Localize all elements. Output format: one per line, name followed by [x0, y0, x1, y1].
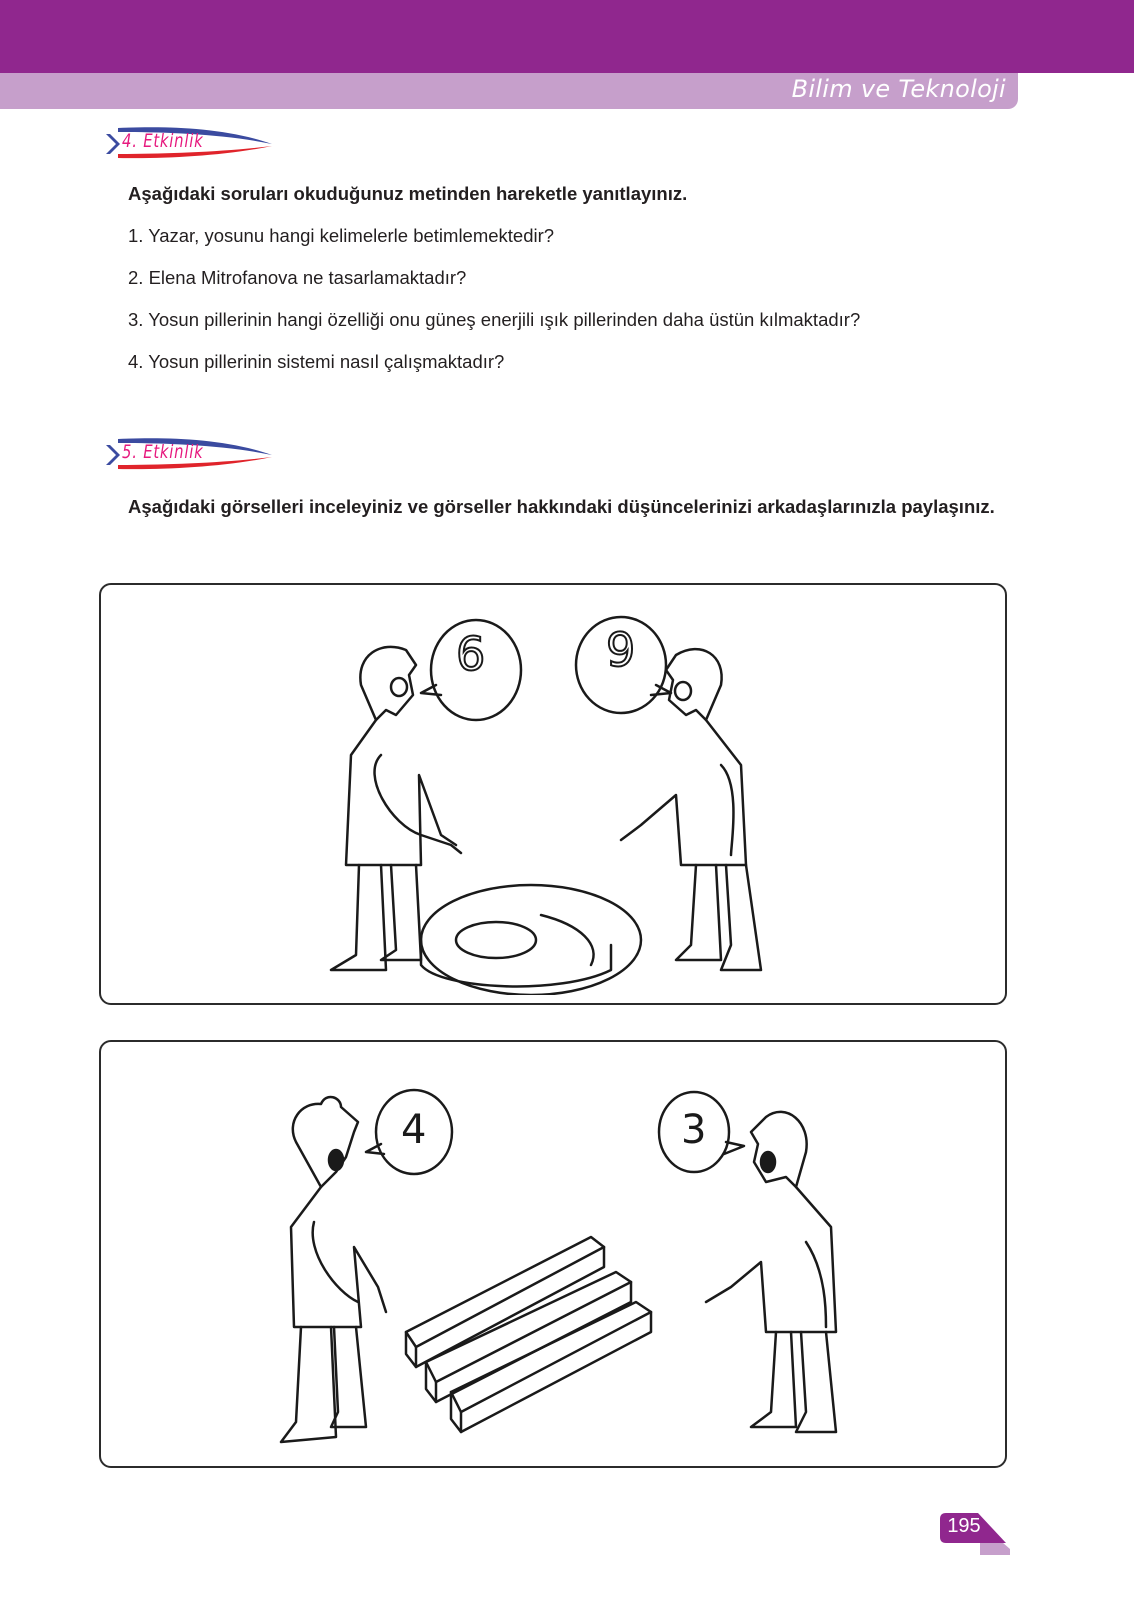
page-number-badge: [940, 1513, 1010, 1557]
speech-bubble-left-value: 6: [456, 627, 486, 681]
activity-4-label: 4. Etkinlik: [122, 130, 204, 152]
activity-5-label: 5. Etkinlik: [122, 441, 204, 463]
speech-bubble-right-value: 9: [606, 623, 636, 677]
header-subject-bar: [0, 73, 1018, 109]
figure-box-2: [99, 1040, 1007, 1468]
header-top-bar: [0, 0, 1134, 73]
question-3: 3. Yosun pillerinin hangi özelliği onu güneş enerjili ışık pillerinden daha üstün kılmaktadır?: [128, 309, 861, 330]
question-1: 1. Yazar, yosunu hangi kelimelerle betimlemektedir?: [128, 225, 555, 246]
cartoon-three-four-bars-illustration: [266, 1062, 866, 1462]
question-2: 2. Elena Mitrofanova ne tasarlamaktadır?: [128, 267, 467, 288]
speech-bubble-right-value: 3: [681, 1107, 707, 1153]
activity-4-instruction: Aşağıdaki soruları okuduğunuz metinden hareketle yanıtlayınız.: [128, 183, 688, 204]
figure-box-1: [99, 583, 1007, 1005]
question-4: 4. Yosun pillerinin sistemi nasıl çalışmaktadır?: [128, 351, 505, 372]
activity-4-banner: [104, 124, 274, 164]
page-number: 195: [947, 1515, 981, 1537]
subject-title: Bilim ve Teknoloji: [791, 75, 1006, 103]
activity-5-banner: [104, 435, 274, 475]
speech-bubble-left-value: 4: [401, 1107, 427, 1153]
activity-5-instruction: Aşağıdaki görselleri inceleyiniz ve görseller hakkındaki düşüncelerinizi arkadaşlarınızla paylaşınız.: [128, 496, 995, 517]
cartoon-six-nine-illustration: [301, 595, 781, 995]
